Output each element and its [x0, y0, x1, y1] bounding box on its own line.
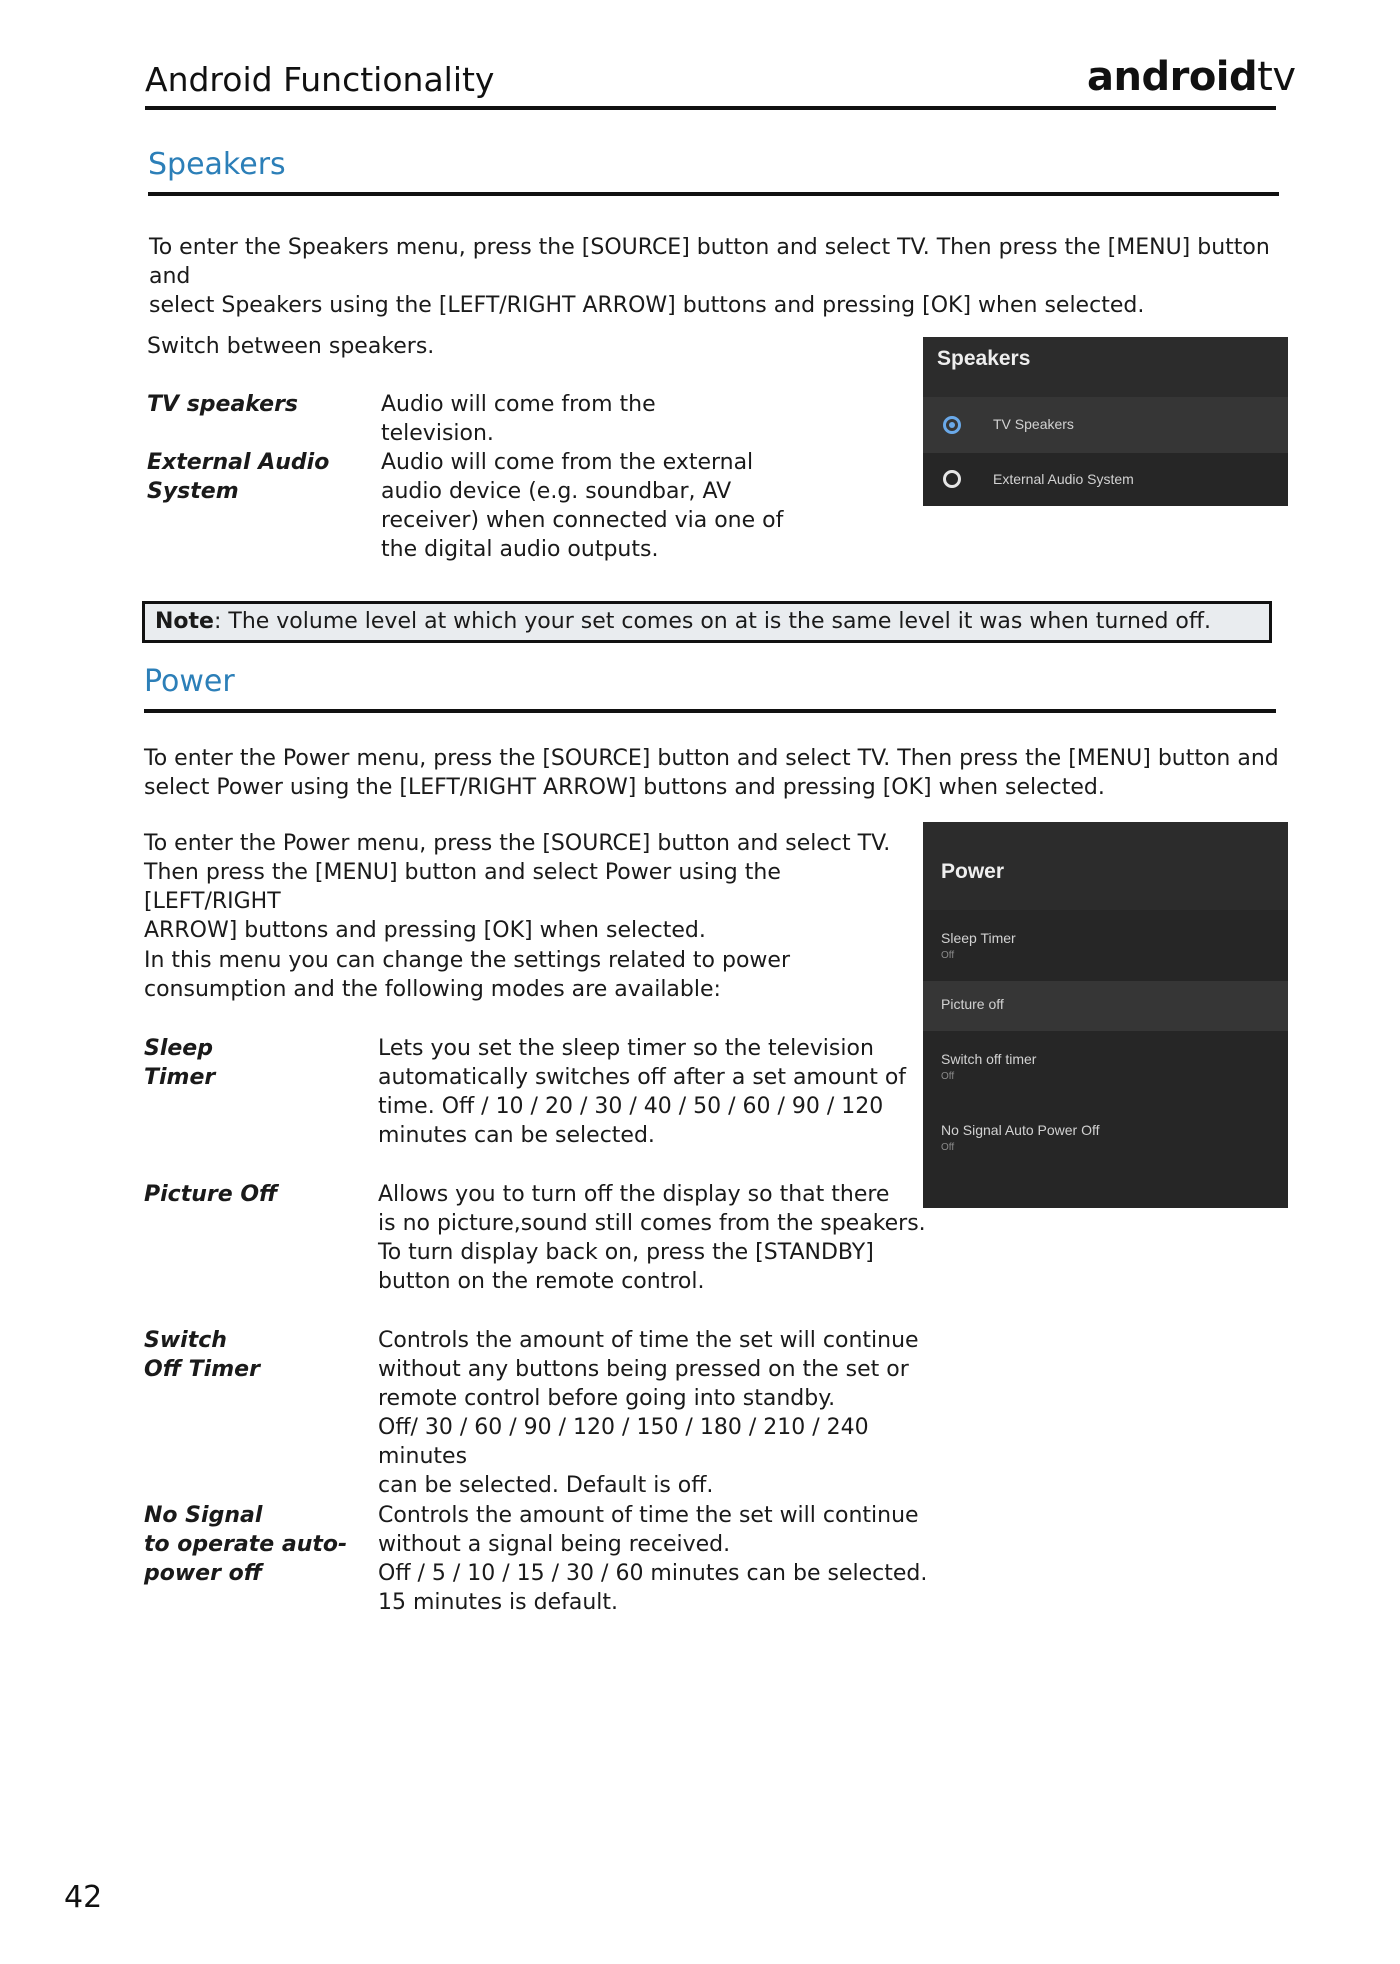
term-line: Sleep [144, 1036, 213, 1061]
brand-light: tv [1257, 54, 1296, 100]
speakers-intro [149, 233, 1289, 320]
speakers-subtitle: Switch between speakers. [147, 334, 435, 359]
para-line: Then press the [MENU] button and select Power using the [LEFT/RIGHT [144, 860, 781, 914]
power-option-value: Off [941, 1071, 955, 1082]
term-line: Timer [144, 1065, 216, 1090]
desc-line: the digital audio outputs. [381, 537, 659, 562]
note-label: Note [155, 609, 214, 634]
term-sleep-timer [144, 1034, 215, 1092]
desc-line: Off / 5 / 10 / 15 / 30 / 60 minutes can be selected. [378, 1561, 928, 1586]
desc-picture-off [378, 1180, 938, 1296]
term-switch-off-timer [144, 1326, 260, 1384]
desc-line: Off/ 30 / 60 / 90 / 120 / 150 / 180 / 210 / 240 minutes [378, 1415, 869, 1469]
para-line: To enter the Power menu, press the [SOURCE] button and select TV. [144, 831, 891, 856]
power-intro-line: select Power using the [LEFT/RIGHT ARROW] buttons and pressing [OK] when selected. [144, 775, 1105, 800]
desc-line: automatically switches off after a set amount of [378, 1065, 907, 1090]
power-option-label: Sleep Timer [941, 930, 1016, 946]
power-option-label: Picture off [941, 996, 1004, 1012]
note-text: : The volume level at which your set comes on at is the same level it was when turned off. [213, 609, 1212, 634]
power-option-label: No Signal Auto Power Off [941, 1122, 1100, 1138]
power-intro [144, 744, 1284, 802]
desc-line: without a signal being received. [378, 1532, 731, 1557]
term-line: to operate auto- [144, 1532, 348, 1557]
speakers-menu-title: Speakers [937, 347, 1031, 370]
desc-line: is no picture,sound still comes from the speakers. [378, 1211, 926, 1236]
desc-line: receiver) when connected via one of [381, 508, 784, 533]
power-option-picture-off[interactable] [923, 981, 1288, 1031]
speakers-section-title: Speakers [148, 147, 286, 182]
speakers-option-label: TV Speakers [993, 416, 1074, 432]
power-section-title: Power [144, 664, 235, 699]
desc-line: time. Off / 10 / 20 / 30 / 40 / 50 / 60 / 90 / 120 [378, 1094, 884, 1119]
desc-switch-off-timer [378, 1326, 958, 1500]
desc-line: Controls the amount of time the set will continue [378, 1503, 919, 1528]
speakers-option-tv[interactable] [923, 397, 1288, 453]
desc-external-audio [381, 448, 821, 564]
desc-line: 15 minutes is default. [378, 1590, 619, 1615]
desc-line: Lets you set the sleep timer so the television [378, 1036, 874, 1061]
brand-bold: android [1087, 54, 1258, 100]
desc-line: television. [381, 421, 494, 446]
desc-line: minutes can be selected. [378, 1123, 655, 1148]
desc-tv-speakers [381, 390, 801, 448]
power-option-sleep-timer[interactable] [923, 910, 1288, 981]
desc-line: Allows you to turn off the display so that there [378, 1182, 890, 1207]
power-menu-header [923, 822, 1288, 910]
header-rule [145, 106, 1276, 110]
page-number: 42 [64, 1880, 103, 1915]
speakers-intro-line: To enter the Speakers menu, press the [SOURCE] button and select TV. Then press the [MENU] button and [149, 235, 1270, 289]
term-picture-off [144, 1180, 277, 1209]
desc-line: Controls the amount of time the set will continue [378, 1328, 919, 1353]
page-header-title: Android Functionality [145, 60, 495, 99]
term-line: Switch [144, 1328, 227, 1353]
desc-line: To turn display back on, press the [STANDBY] [378, 1240, 874, 1265]
term-line: TV speakers [147, 392, 299, 417]
power-menu-panel [923, 822, 1288, 1208]
power-option-value: Off [941, 950, 955, 961]
power-option-label: Switch off timer [941, 1051, 1037, 1067]
term-line: power off [144, 1561, 263, 1586]
term-external-audio [147, 448, 329, 506]
speakers-menu-header [923, 337, 1288, 397]
power-intro-line: To enter the Power menu, press the [SOURCE] button and select TV. Then press the [MENU] button and [144, 746, 1279, 771]
note-box [142, 601, 1272, 643]
power-rule [144, 709, 1276, 713]
desc-line: Audio will come from the external [381, 450, 754, 475]
desc-no-signal [378, 1501, 958, 1617]
para-line: ARROW] buttons and pressing [OK] when selected. [144, 918, 706, 943]
power-para1 [144, 829, 924, 945]
desc-line: audio device (e.g. soundbar, AV [381, 479, 732, 504]
term-line: System [147, 479, 239, 504]
power-option-switch-off-timer[interactable] [923, 1031, 1288, 1102]
radio-selected-icon [943, 416, 961, 434]
desc-line: remote control before going into standby. [378, 1386, 836, 1411]
desc-sleep-timer [378, 1034, 918, 1150]
power-menu-title: Power [941, 860, 1005, 883]
desc-line: can be selected. Default is off. [378, 1473, 714, 1498]
radio-unselected-icon [943, 470, 961, 488]
speakers-menu-panel [923, 337, 1288, 506]
term-line: Picture Off [144, 1182, 278, 1207]
term-line: External Audio [147, 450, 330, 475]
para-line: consumption and the following modes are available: [144, 977, 721, 1002]
para-line: In this menu you can change the settings related to power [144, 948, 791, 973]
speakers-option-external[interactable] [923, 453, 1288, 506]
androidtv-logo [1087, 54, 1296, 100]
speakers-rule [148, 192, 1279, 196]
term-no-signal [144, 1501, 347, 1588]
power-option-no-signal[interactable] [923, 1102, 1288, 1174]
speakers-intro-line: select Speakers using the [LEFT/RIGHT ARROW] buttons and pressing [OK] when selected. [149, 293, 1145, 318]
power-para2 [144, 946, 924, 1004]
power-option-value: Off [941, 1142, 955, 1153]
desc-line: Audio will come from the [381, 392, 656, 417]
term-line: No Signal [144, 1503, 263, 1528]
desc-line: without any buttons being pressed on the set or [378, 1357, 909, 1382]
term-tv-speakers [147, 390, 298, 419]
term-line: Off Timer [144, 1357, 260, 1382]
desc-line: button on the remote control. [378, 1269, 705, 1294]
speakers-option-label: External Audio System [993, 471, 1134, 487]
